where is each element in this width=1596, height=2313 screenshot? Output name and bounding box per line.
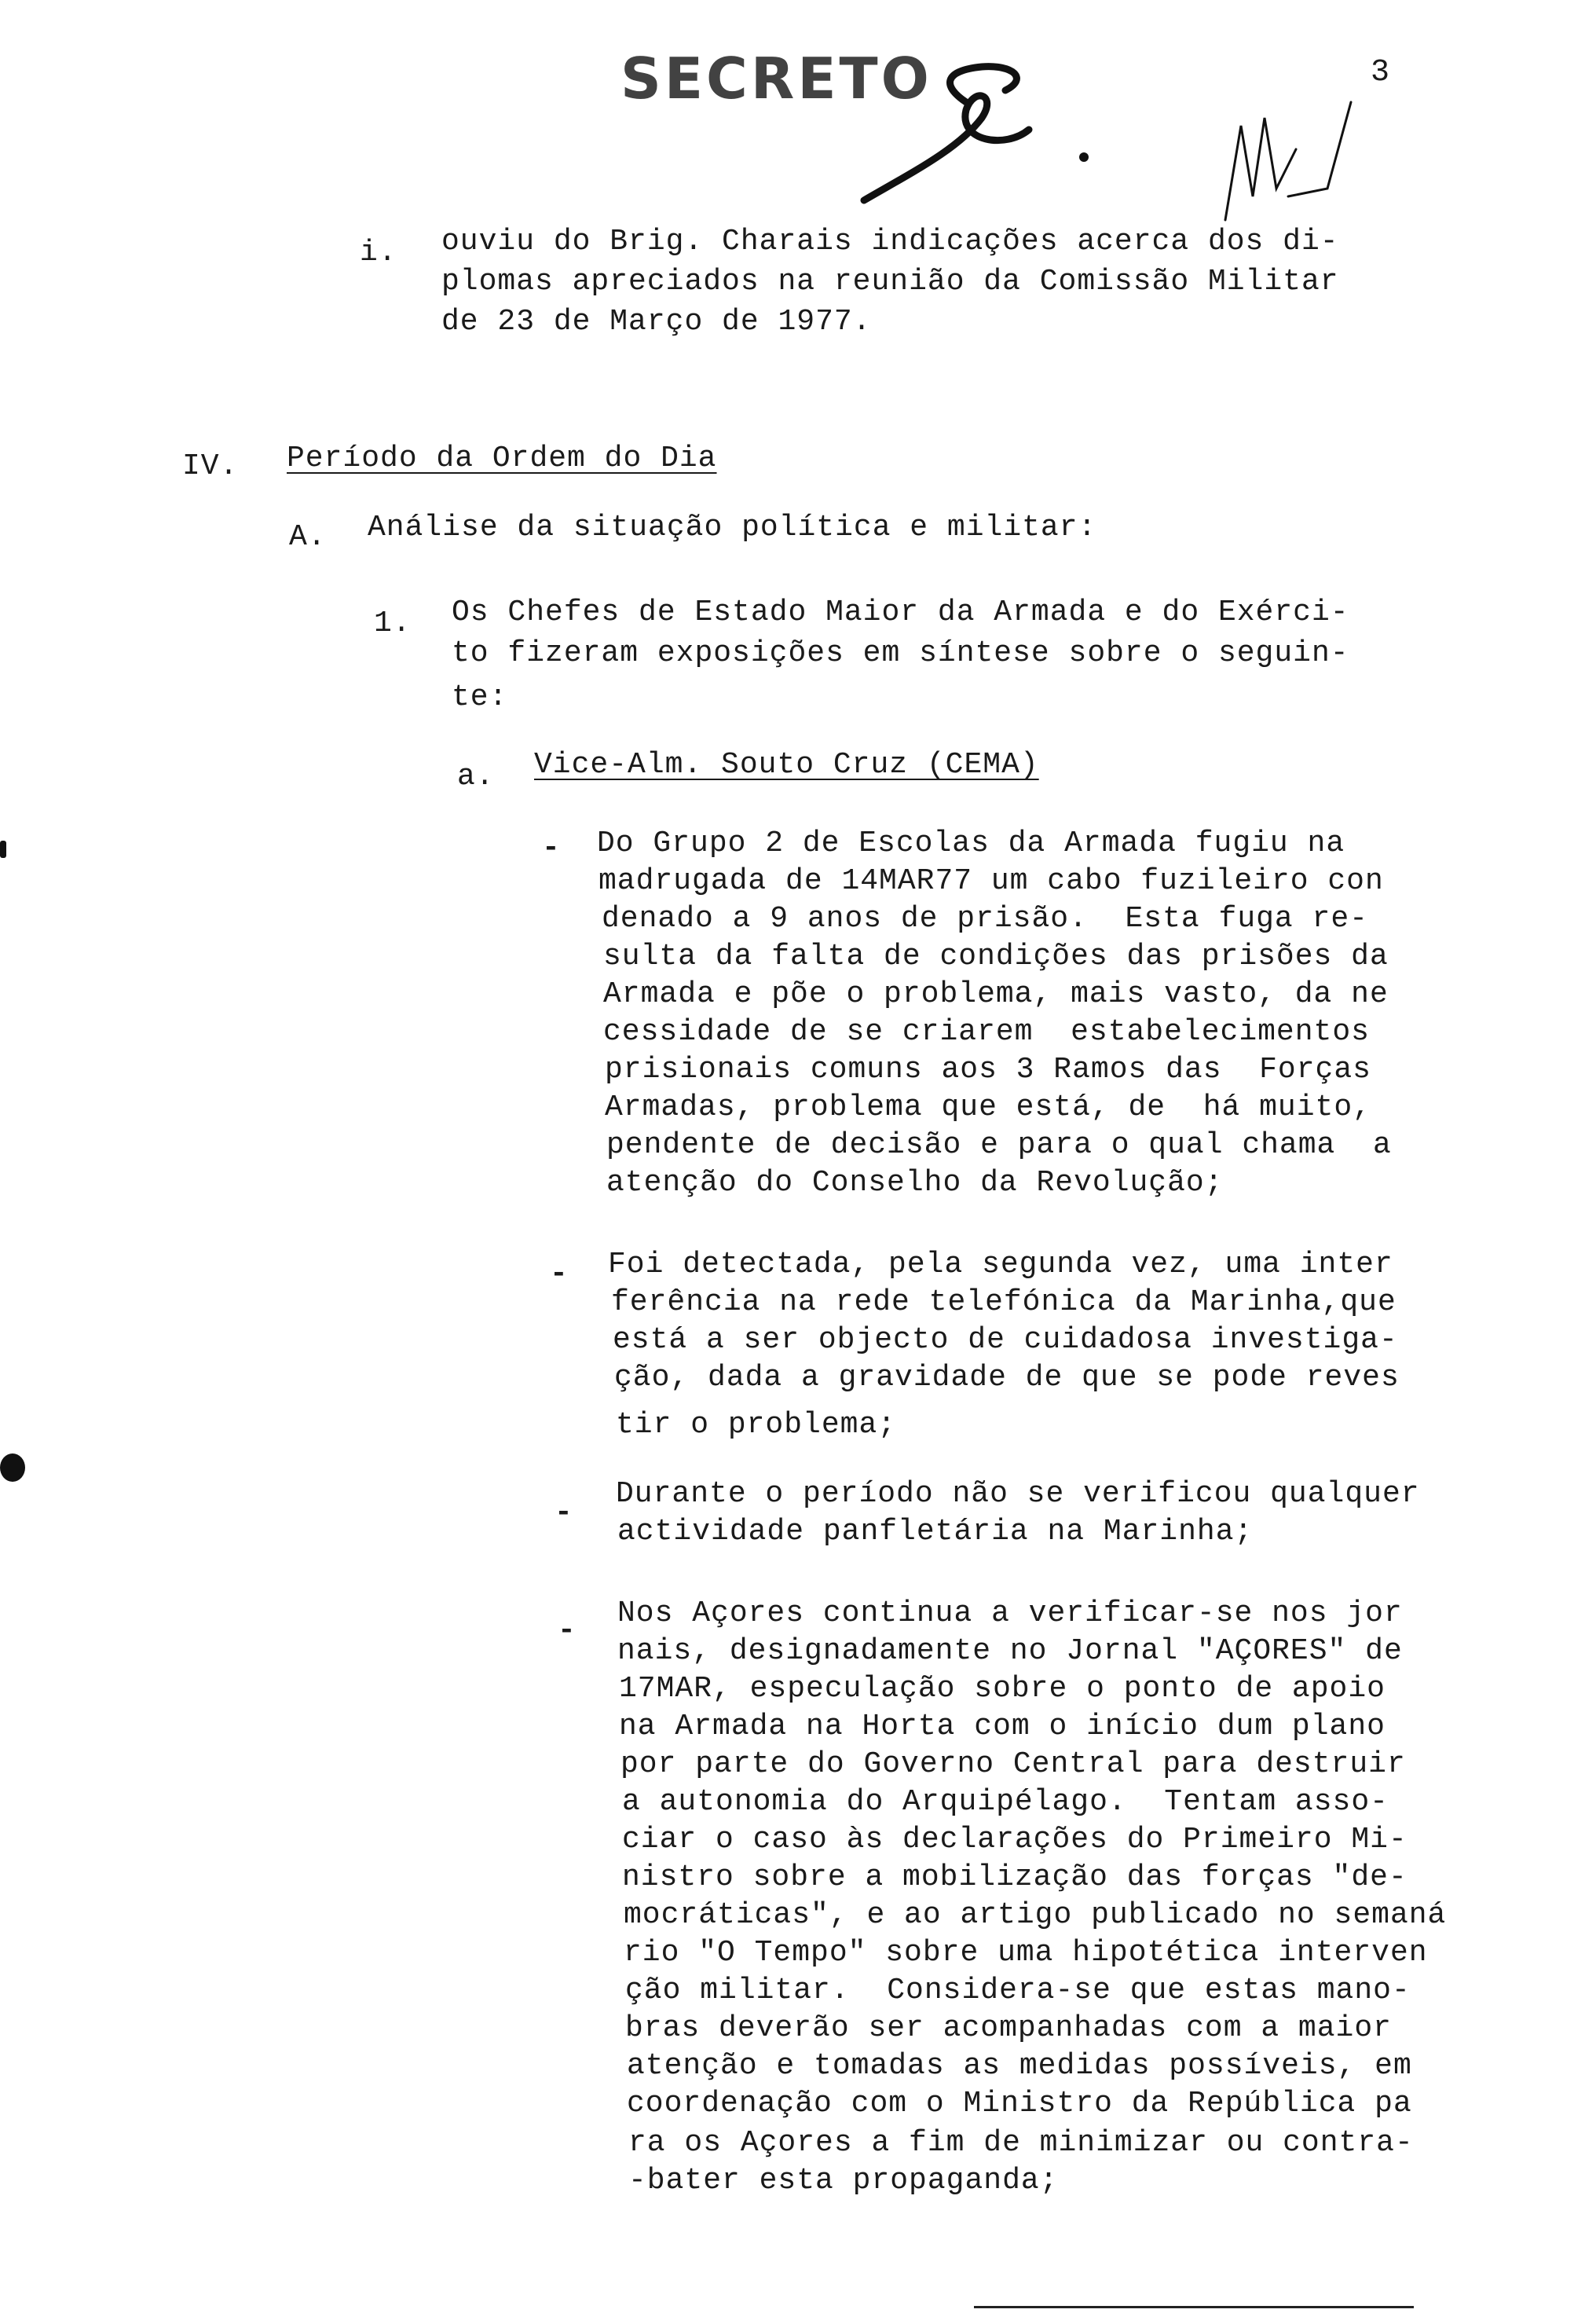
classification-stamp: SECRETO bbox=[620, 46, 932, 112]
bullet-4-line-3: 17MAR, especulação sobre o ponto de apoio bbox=[619, 1672, 1386, 1706]
bullet-4-line-6: a autonomia do Arquipélago. Tentam asso- bbox=[622, 1785, 1389, 1819]
bullet-3-line-2: actividade panfletária na Marinha; bbox=[617, 1515, 1254, 1549]
item-1-marker: 1. bbox=[374, 607, 412, 640]
section-iv-marker: IV. bbox=[182, 449, 239, 483]
bullet-4-line-5: por parte do Governo Central para destruir bbox=[620, 1747, 1406, 1781]
section-a-marker: A. bbox=[289, 520, 327, 554]
bullet-2-dash: - bbox=[550, 1257, 568, 1291]
bullet-1-dash: - bbox=[542, 831, 560, 865]
bullet-1-line-1: Do Grupo 2 de Escolas da Armada fugiu na bbox=[597, 827, 1345, 860]
bullet-1-line-3: denado a 9 anos de prisão. Esta fuga re- bbox=[602, 902, 1368, 936]
bullet-4-line-13: atenção e tomadas as medidas possíveis, em bbox=[627, 2049, 1412, 2083]
bullet-2-line-1: Foi detectada, pela segunda vez, uma inter bbox=[608, 1248, 1393, 1281]
bullet-4-line-2: nais, designadamente no Jornal "AÇORES" de bbox=[617, 1634, 1403, 1668]
page-number: 3 bbox=[1371, 55, 1390, 90]
bottom-edge-line bbox=[974, 2306, 1414, 2308]
bullet-3-line-1: Durante o período não se verificou qualquer bbox=[616, 1477, 1420, 1511]
bullet-4-line-8: nistro sobre a mobilização das forças "de- bbox=[622, 1860, 1407, 1894]
section-iv-title: Período da Ordem do Dia bbox=[287, 442, 717, 475]
handwritten-initials bbox=[1210, 79, 1367, 236]
bullet-4-line-11: ção militar. Considera-se que estas mano- bbox=[625, 1974, 1411, 2007]
item-i-line-3: de 23 de Março de 1977. bbox=[441, 305, 872, 339]
bullet-2-line-4: ção, dada a gravidade de que se pode reves bbox=[614, 1361, 1400, 1395]
handwritten-signature bbox=[848, 55, 1100, 212]
scan-mark bbox=[0, 841, 6, 858]
bullet-4-line-1: Nos Açores continua a verificar-se nos jor bbox=[617, 1596, 1403, 1630]
punch-hole-mark bbox=[0, 1453, 25, 1482]
item-i-line-1: ouviu do Brig. Charais indicações acerca dos di- bbox=[441, 225, 1339, 258]
bullet-1-line-10: atenção do Conselho da Revolução; bbox=[606, 1166, 1224, 1200]
bullet-1-line-9: pendente de decisão e para o qual chama a bbox=[606, 1128, 1392, 1162]
bullet-1-line-2: madrugada de 14MAR77 um cabo fuzileiro con bbox=[598, 864, 1384, 898]
bullet-4-dash: - bbox=[558, 1614, 576, 1648]
bullet-2-line-2: ferência na rede telefónica da Marinha,que bbox=[611, 1285, 1396, 1319]
section-a-title: Análise da situação política e militar: bbox=[368, 511, 1097, 544]
item-1-line-1: Os Chefes de Estado Maior da Armada e do Exérci- bbox=[452, 596, 1349, 629]
bullet-4-line-4: na Armada na Horta com o início dum plano bbox=[619, 1710, 1386, 1743]
item-a-title: Vice-Alm. Souto Cruz (CEMA) bbox=[534, 748, 1039, 782]
bullet-4-line-14: coordenação com o Ministro da República pa bbox=[627, 2087, 1412, 2121]
bullet-4-line-12: bras deverão ser acompanhadas com a maior bbox=[625, 2011, 1392, 2045]
bullet-4-line-9: mocráticas", e ao artigo publicado no semaná bbox=[624, 1898, 1447, 1932]
bullet-2-line-5: tir o problema; bbox=[616, 1408, 897, 1442]
item-i-marker: i. bbox=[360, 236, 397, 269]
bullet-4-line-7: ciar o caso às declarações do Primeiro Mi- bbox=[622, 1823, 1407, 1857]
item-1-line-3: te: bbox=[452, 680, 508, 714]
bullet-4-line-10: rio "O Tempo" sobre uma hipotética interven bbox=[624, 1936, 1428, 1970]
bullet-1-line-6: cessidade de se criarem estabelecimentos bbox=[603, 1015, 1370, 1049]
bullet-1-line-5: Armada e põe o problema, mais vasto, da ne bbox=[603, 977, 1389, 1011]
bullet-1-line-4: sulta da falta de condições das prisões da bbox=[603, 940, 1389, 973]
item-a-marker: a. bbox=[457, 760, 495, 794]
bullet-2-line-3: está a ser objecto de cuidadosa investiga- bbox=[613, 1323, 1398, 1357]
bullet-3-dash: - bbox=[555, 1496, 573, 1530]
bullet-1-line-8: Armadas, problema que está, de há muito, bbox=[605, 1091, 1371, 1124]
item-i-line-2: plomas apreciados na reunião da Comissão Militar bbox=[441, 265, 1339, 299]
bullet-4-line-16: -bater esta propaganda; bbox=[628, 2164, 1059, 2198]
bullet-1-line-7: prisionais comuns aos 3 Ramos das Forças bbox=[605, 1053, 1371, 1087]
item-1-line-2: to fizeram exposições em síntese sobre o seguin- bbox=[452, 636, 1349, 670]
bullet-4-line-15: ra os Açores a fim de minimizar ou contra- bbox=[628, 2126, 1414, 2160]
